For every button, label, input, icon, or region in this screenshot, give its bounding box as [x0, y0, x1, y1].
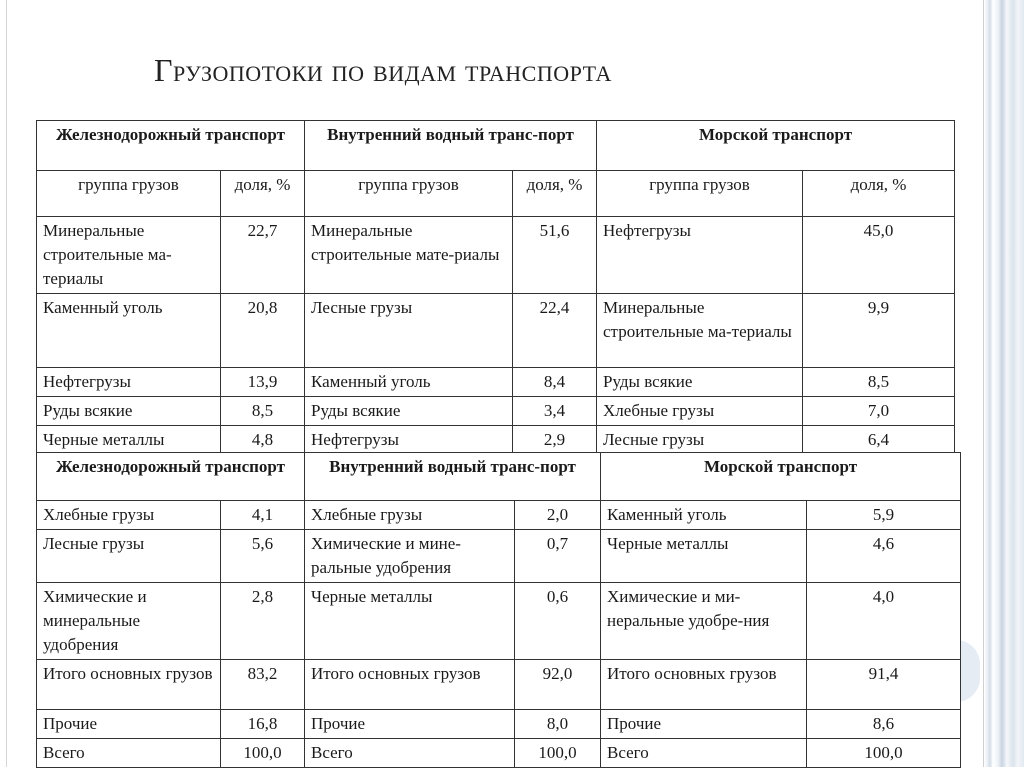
cargo-cell: Прочие — [305, 710, 515, 739]
share-cell: 4,0 — [807, 583, 961, 660]
share-cell: 9,9 — [803, 294, 955, 368]
share-cell: 2,0 — [515, 501, 601, 530]
cargo-cell: Минеральные строительные мате-риалы — [305, 217, 513, 294]
subheader-share: доля, % — [221, 171, 305, 217]
share-cell: 8,6 — [807, 710, 961, 739]
cargo-cell: Руды всякие — [597, 368, 803, 397]
table-row — [37, 397, 955, 426]
table-row — [37, 710, 961, 739]
cargo-cell: Хлебные грузы — [305, 501, 515, 530]
header-rail: Железнодорожный транспорт — [37, 121, 305, 171]
share-cell: 100,0 — [515, 739, 601, 768]
share-cell: 5,9 — [807, 501, 961, 530]
table-row — [37, 501, 961, 530]
cargo-cell: Лесные грузы — [597, 426, 803, 455]
share-cell: 4,8 — [221, 426, 305, 455]
share-cell: 91,4 — [807, 660, 961, 710]
cargo-cell: Нефтегрузы — [305, 426, 513, 455]
freight-table-bottom — [36, 452, 961, 768]
share-cell: 100,0 — [221, 739, 305, 768]
cargo-cell: Хлебные грузы — [597, 397, 803, 426]
share-cell: 5,6 — [221, 530, 305, 583]
share-cell: 2,9 — [513, 426, 597, 455]
share-cell: 8,5 — [803, 368, 955, 397]
cargo-cell: Нефтегрузы — [37, 368, 221, 397]
share-cell: 100,0 — [807, 739, 961, 768]
subheader-cargo-group: группа грузов — [305, 171, 513, 217]
table-row — [37, 368, 955, 397]
cargo-cell: Химические и минеральные удобрения — [37, 583, 221, 660]
cargo-cell: Хлебные грузы — [37, 501, 221, 530]
cargo-cell: Руды всякие — [37, 397, 221, 426]
table-row — [37, 739, 961, 768]
cargo-cell: Всего — [37, 739, 221, 768]
share-cell: 13,9 — [221, 368, 305, 397]
share-cell: 8,4 — [513, 368, 597, 397]
freight-table-top — [36, 120, 955, 455]
cargo-cell: Итого основных грузов — [305, 660, 515, 710]
table-row — [37, 217, 955, 294]
share-cell: 16,8 — [221, 710, 305, 739]
header-inland-water: Внутренний водный транс-порт — [305, 121, 597, 171]
share-cell: 7,0 — [803, 397, 955, 426]
table-row — [37, 583, 961, 660]
cargo-cell: Черные металлы — [601, 530, 807, 583]
share-cell: 20,8 — [221, 294, 305, 368]
cargo-cell: Химические и мине-ральные удобрения — [305, 530, 515, 583]
cargo-cell: Минеральные строительные ма-териалы — [37, 217, 221, 294]
cargo-cell: Итого основных грузов — [37, 660, 221, 710]
share-cell: 45,0 — [803, 217, 955, 294]
cargo-cell: Химические и ми-неральные удобре-ния — [601, 583, 807, 660]
share-cell: 8,0 — [515, 710, 601, 739]
cargo-cell: Нефтегрузы — [597, 217, 803, 294]
share-cell: 4,6 — [807, 530, 961, 583]
cargo-cell: Прочие — [601, 710, 807, 739]
table-row — [37, 426, 955, 455]
subheader-share: доля, % — [513, 171, 597, 217]
share-cell: 8,5 — [221, 397, 305, 426]
table-row — [37, 530, 961, 583]
header-sea: Морской транспорт — [601, 453, 961, 501]
table-header-row — [37, 121, 955, 171]
subheader-cargo-group: группа грузов — [37, 171, 221, 217]
header-inland-water: Внутренний водный транс-порт — [305, 453, 601, 501]
cargo-cell: Минеральные строительные ма-териалы — [597, 294, 803, 368]
share-cell: 51,6 — [513, 217, 597, 294]
share-cell: 4,1 — [221, 501, 305, 530]
share-cell: 6,4 — [803, 426, 955, 455]
share-cell: 22,4 — [513, 294, 597, 368]
table-row — [37, 660, 961, 710]
decorative-stripes — [984, 0, 1024, 767]
table-subheader-row — [37, 171, 955, 217]
table-row — [37, 294, 955, 368]
cargo-cell: Всего — [601, 739, 807, 768]
cargo-cell: Каменный уголь — [37, 294, 221, 368]
share-cell: 22,7 — [221, 217, 305, 294]
share-cell: 3,4 — [513, 397, 597, 426]
share-cell: 0,6 — [515, 583, 601, 660]
slide-title: Грузопотоки по видам транспорта — [154, 52, 612, 88]
share-cell: 92,0 — [515, 660, 601, 710]
cargo-cell: Каменный уголь — [305, 368, 513, 397]
subheader-share: доля, % — [803, 171, 955, 217]
cargo-cell: Итого основных грузов — [601, 660, 807, 710]
cargo-cell: Черные металлы — [37, 426, 221, 455]
cargo-cell: Каменный уголь — [601, 501, 807, 530]
header-sea: Морской транспорт — [597, 121, 955, 171]
cargo-cell: Руды всякие — [305, 397, 513, 426]
subheader-cargo-group: группа грузов — [597, 171, 803, 217]
cargo-cell: Лесные грузы — [305, 294, 513, 368]
cargo-cell: Прочие — [37, 710, 221, 739]
cargo-cell: Лесные грузы — [37, 530, 221, 583]
header-rail: Железнодорожный транспорт — [37, 453, 305, 501]
share-cell: 0,7 — [515, 530, 601, 583]
share-cell: 2,8 — [221, 583, 305, 660]
table-header-row — [37, 453, 961, 501]
share-cell: 83,2 — [221, 660, 305, 710]
cargo-cell: Всего — [305, 739, 515, 768]
cargo-cell: Черные металлы — [305, 583, 515, 660]
